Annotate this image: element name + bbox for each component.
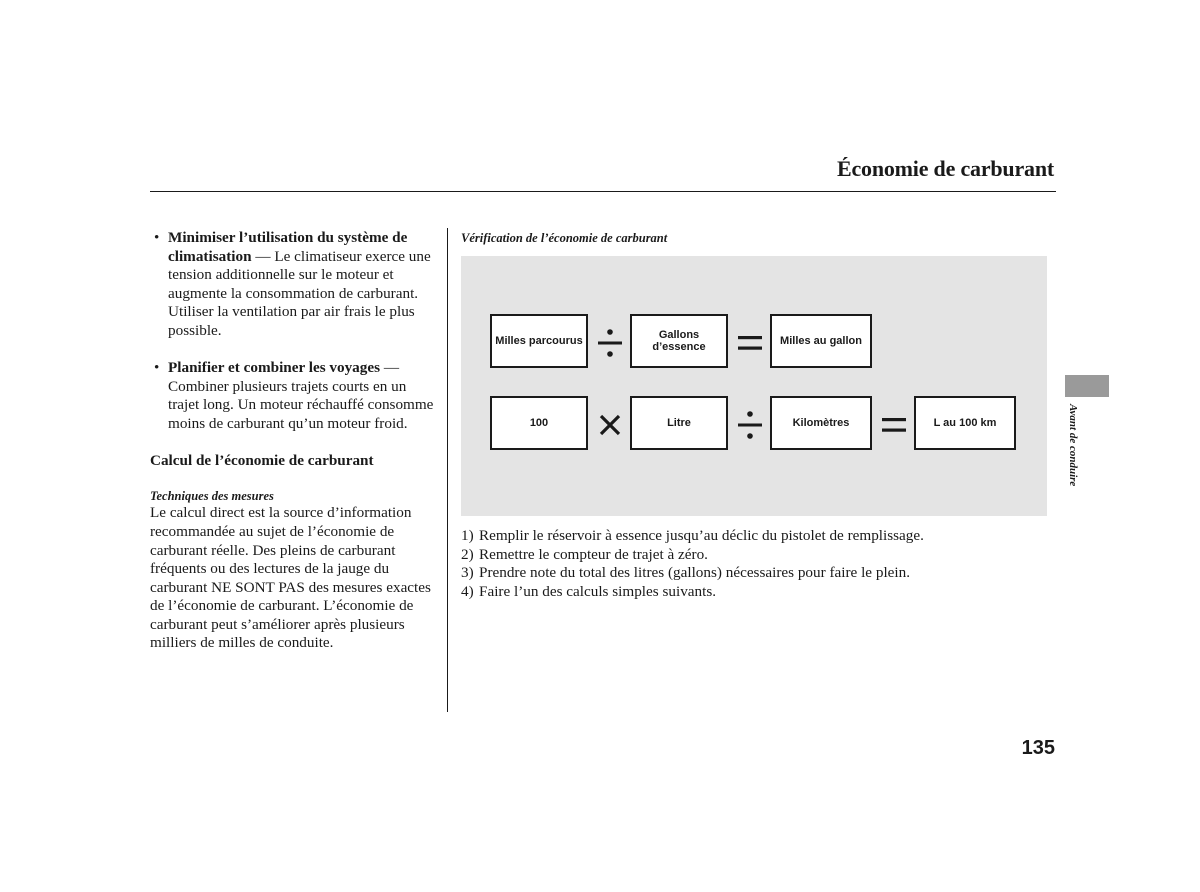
header-rule bbox=[150, 191, 1056, 192]
tip-title: Planifier et combiner les voyages bbox=[168, 359, 381, 377]
tip-dash: — bbox=[380, 359, 400, 377]
box-milles-parcourus: Milles parcourus bbox=[490, 314, 588, 368]
step-text: Remplir le réservoir à essence jusqu’au déclic du pistolet de remplissage. bbox=[479, 527, 924, 544]
tip-bullet-voyages bbox=[150, 359, 440, 433]
step-text: Faire l’un des calculs simples suivants. bbox=[479, 582, 717, 600]
page-title: Économie de carburant bbox=[836, 156, 1054, 181]
step-number: 4) bbox=[461, 582, 474, 600]
fuel-economy-diagram bbox=[461, 256, 1047, 516]
tip-text: Le climatiseur exerce une tension additionnelle sur le moteur et augmente la consommation de carburant. Utiliser la ventilation par air frais le plus possible. bbox=[168, 247, 431, 339]
equals-icon bbox=[733, 326, 767, 360]
steps-list bbox=[461, 527, 1051, 601]
diagram-caption: Vérification de l’économie de carburant bbox=[461, 231, 668, 245]
list-item bbox=[461, 564, 1051, 583]
box-100: 100 bbox=[490, 396, 588, 450]
divide-icon bbox=[733, 408, 767, 442]
tip-bullet-climatisation bbox=[150, 229, 440, 341]
chapter-tab bbox=[1065, 375, 1109, 397]
chapter-label: Avant de conduire bbox=[1067, 404, 1079, 487]
box-milles-au-gallon: Milles au gallon bbox=[770, 314, 872, 368]
bullet-dot-icon: • bbox=[154, 229, 160, 246]
step-text: Remettre le compteur de trajet à zéro. bbox=[479, 545, 708, 563]
left-column bbox=[150, 229, 440, 653]
step-number: 1) bbox=[461, 527, 474, 544]
divide-icon bbox=[593, 326, 627, 360]
list-item bbox=[461, 546, 1051, 565]
list-item bbox=[461, 527, 1051, 546]
step-text: Prendre note du total des litres (gallons) nécessaires pour faire le plein. bbox=[479, 564, 911, 582]
bullet-dot-icon: • bbox=[154, 359, 160, 377]
box-gallons-essence: Gallons d’essence bbox=[630, 314, 728, 368]
list-item bbox=[461, 583, 1051, 602]
page-number: 135 bbox=[1021, 737, 1055, 759]
sub-heading: Techniques des mesures bbox=[150, 489, 274, 504]
box-litre: Litre bbox=[630, 396, 728, 450]
box-kilometres: Kilomètres bbox=[770, 396, 872, 450]
tip-dash: — bbox=[251, 247, 275, 265]
section-heading: Calcul de l’économie de carburant bbox=[150, 452, 374, 470]
step-number: 3) bbox=[461, 564, 474, 582]
body-paragraph: Le calcul direct est la source d’information recommandée au sujet de l’économie de carburant réelle. Des pleins de carburant fréquents ou des lectures de la jauge du carburant NE SONT PAS des mesures exactes de l’économie de carburant. L’économie de carburant peut s’améliorer après plusieurs milliers de milles de conduite. bbox=[150, 504, 431, 652]
tip-title: Minimiser l’utilisation du système de climatisation bbox=[168, 229, 408, 265]
column-divider bbox=[447, 228, 448, 712]
tip-text: Combiner plusieurs trajets courts en un trajet long. Un moteur réchauffé consomme moins de carburant qu’un moteur froid. bbox=[168, 377, 434, 432]
box-l-au-100-km: L au 100 km bbox=[914, 396, 1016, 450]
step-number: 2) bbox=[461, 545, 474, 563]
equals-icon bbox=[877, 408, 911, 442]
multiply-icon bbox=[593, 408, 627, 442]
